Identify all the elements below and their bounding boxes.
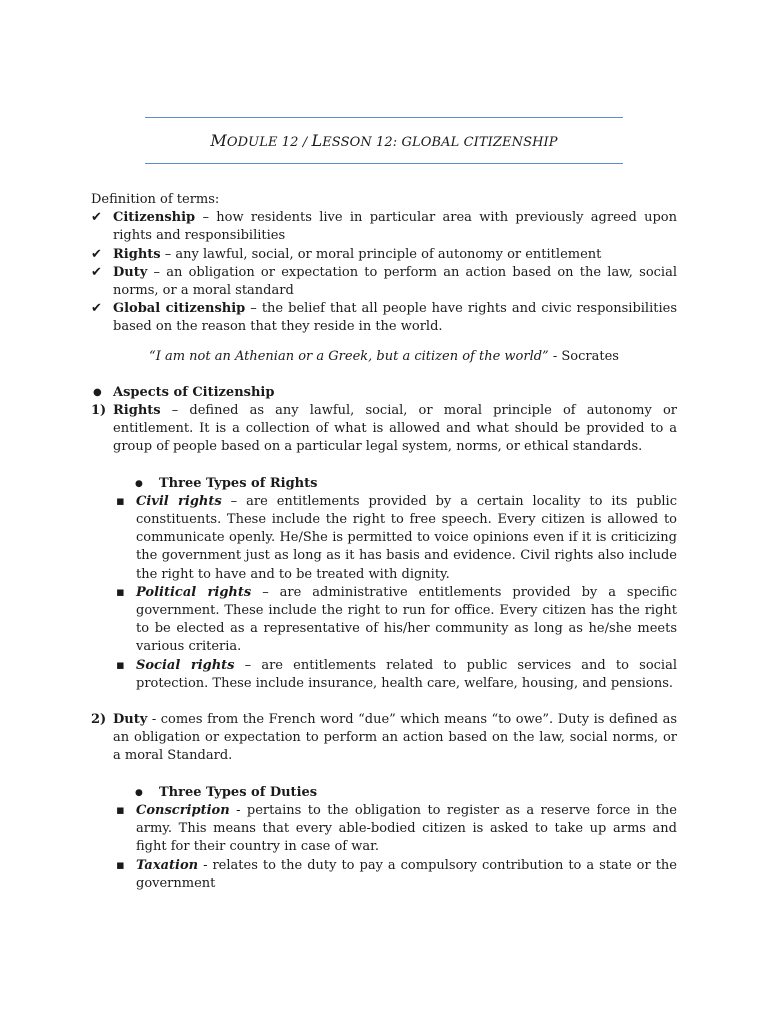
page-title: MODULE 12 / LESSON 12: GLOBAL CITIZENSHIP bbox=[210, 131, 558, 150]
definition-item: ✔ Rights – any lawful, social, or moral principle of autonomy or entitlement bbox=[91, 246, 677, 264]
rights-type-item: ▪ Political rights – are administrative entitlements provided by a specific government. These include the right to run for office. Every citizen has the right to be elected as a representative of his/her community as long as he/she meets various criteria. bbox=[91, 584, 677, 657]
definition-item: ✔ Duty – an obligation or expectation to perform an action based on the law, social norms, or a moral standard bbox=[91, 264, 677, 300]
list-number: 1) bbox=[91, 403, 107, 419]
document-body bbox=[91, 191, 677, 893]
aspects-heading: ● Aspects of Citizenship bbox=[91, 384, 677, 402]
square-bullet-icon: ▪ bbox=[116, 584, 125, 600]
title-rule-top bbox=[145, 117, 623, 118]
title-rule-bottom bbox=[145, 163, 623, 164]
square-bullet-icon: ▪ bbox=[116, 493, 125, 509]
duty-type-item: ▪ Conscription - pertains to the obligation to register as a reserve force in the army. This means that every able-bodied citizen is asked to take up arms and fight for their country in case of war. bbox=[91, 802, 677, 857]
checkmark-icon: ✔ bbox=[91, 246, 102, 262]
square-bullet-icon: ▪ bbox=[116, 802, 125, 818]
definition-item: ✔ Citizenship – how residents live in particular area with previously agreed upon rights and responsibilities bbox=[91, 209, 677, 245]
duty-type-item: ▪ Taxation - relates to the duty to pay a compulsory contribution to a state or the government bbox=[91, 857, 677, 893]
duty-types-heading: ● Three Types of Duties bbox=[91, 784, 677, 802]
rights-types-heading: ● Three Types of Rights bbox=[91, 475, 677, 493]
checkmark-icon: ✔ bbox=[91, 210, 102, 226]
definitions-heading: Definition of terms: bbox=[91, 192, 220, 207]
square-bullet-icon: ▪ bbox=[116, 857, 125, 873]
square-bullet-icon: ▪ bbox=[116, 657, 125, 673]
checkmark-icon: ✔ bbox=[91, 264, 102, 280]
duty-section: 2) Duty - comes from the French word “due” which means “to owe”. Duty is defined as an obligation or expectation to perform an action based on the law, social norms, or a moral Standard. bbox=[91, 711, 677, 766]
rights-type-item: ▪ Social rights – are entitlements related to public services and to social protection. These include insurance, health care, welfare, housing, and pensions. bbox=[91, 657, 677, 693]
bullet-icon: ● bbox=[93, 386, 102, 398]
rights-section: 1) Rights – defined as any lawful, social, or moral principle of autonomy or entitlement. It is a collection of what is allowed and what should be provided to a group of people based on a particular legal system, norms, or ethical standards. bbox=[91, 402, 677, 457]
list-number: 2) bbox=[91, 712, 107, 728]
definition-item: ✔ Global citizenship – the belief that all people have rights and civic responsibilities based on the reason that they reside in the world. bbox=[91, 300, 677, 336]
bullet-icon: ● bbox=[135, 787, 143, 798]
socrates-quote: “I am not an Athenian or a Greek, but a citizen of the world” - Socrates bbox=[149, 348, 619, 364]
rights-type-item: ▪ Civil rights – are entitlements provided by a certain locality to its public constituents. These include the right to free speech. Every citizen is allowed to communicate openly. He/She is permitted to voice opinions even if it is criticizing the government just as long as it has basis and evidence. Civil rights also include the right to have and to be treated with dignity. bbox=[91, 493, 677, 584]
bullet-icon: ● bbox=[135, 478, 143, 489]
checkmark-icon: ✔ bbox=[91, 301, 102, 317]
